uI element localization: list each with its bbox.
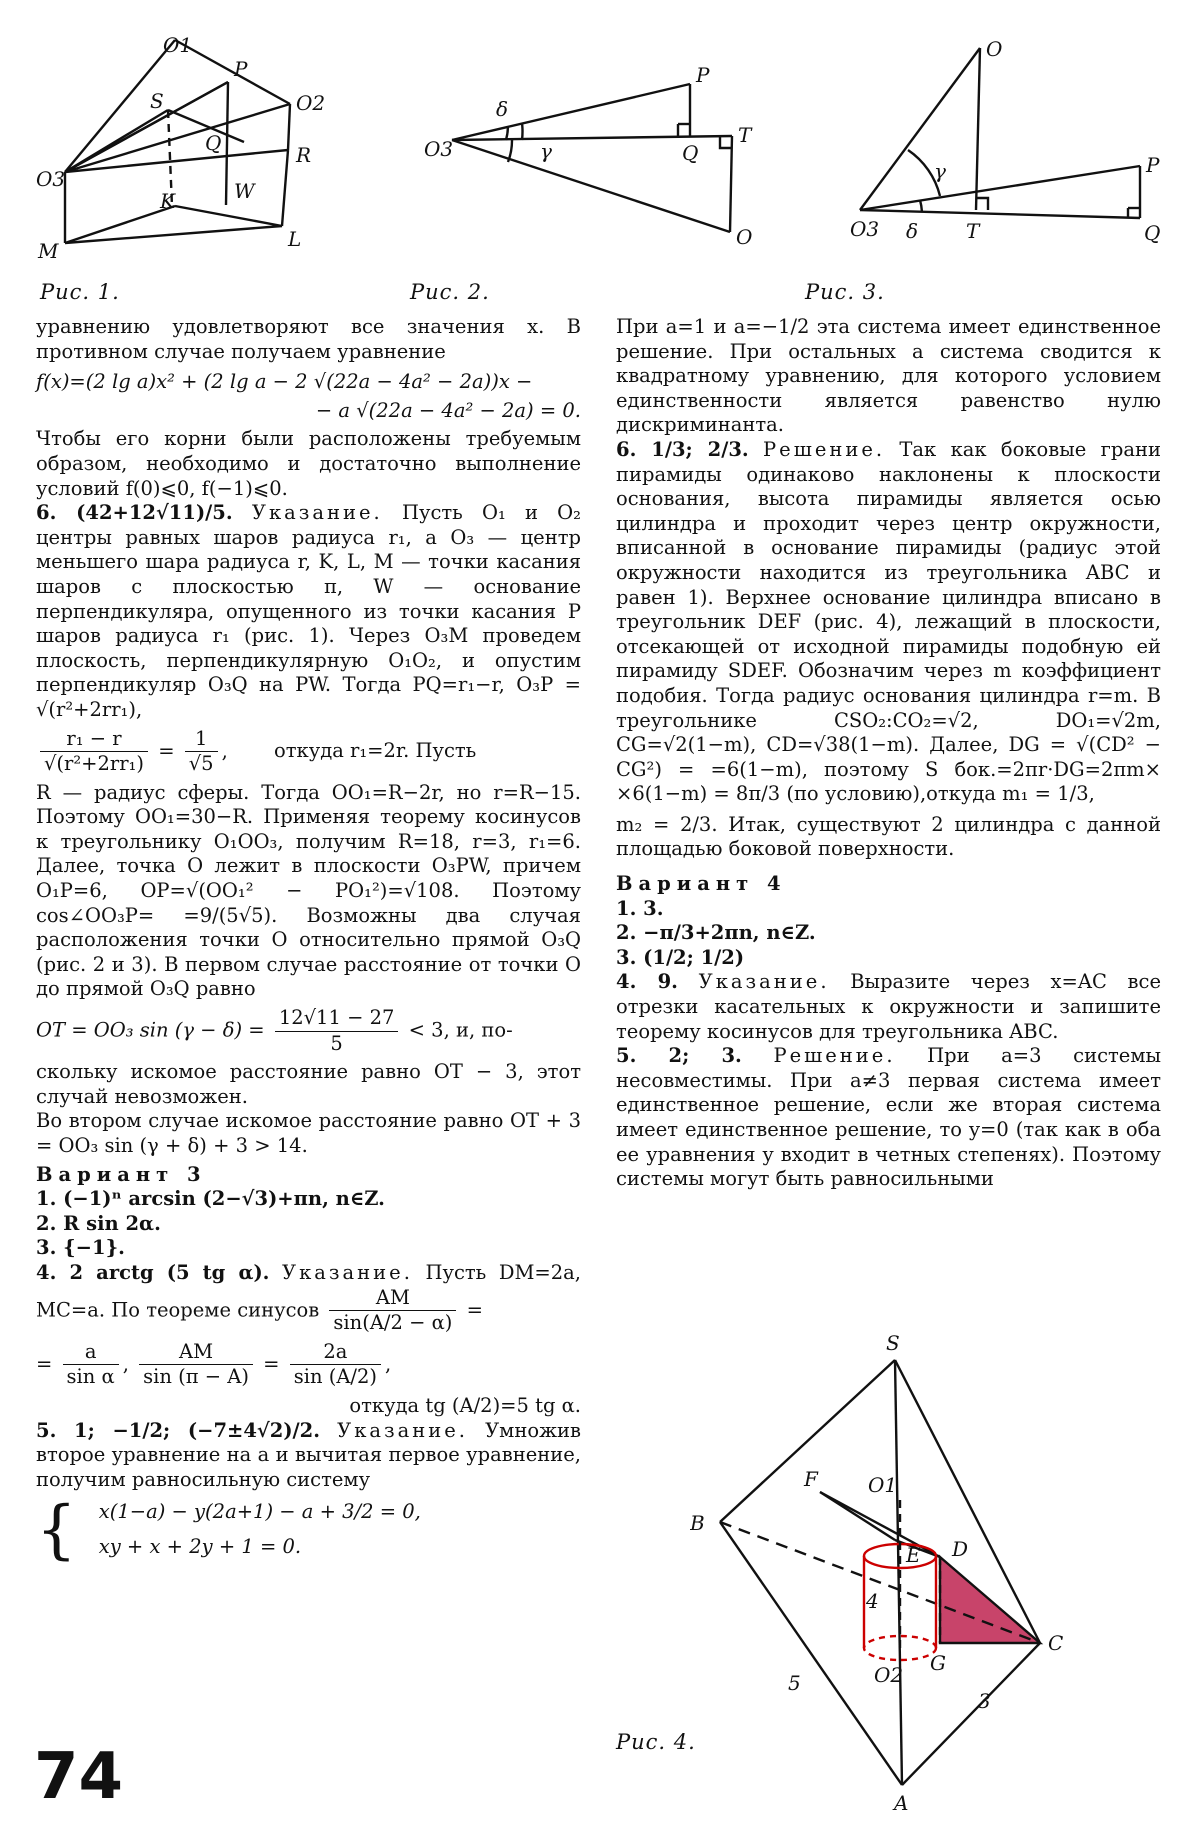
fig4-label-E: E (906, 1543, 921, 1567)
v3-answer-1: 1. (−1)ⁿ arcsin (2−√3)+πn, n∈Z. (36, 1187, 385, 1211)
fig3-label-Q: Q (1144, 221, 1161, 245)
v3-5-num: 5. 1; −1/2; (−7±4√2)/2. (36, 1418, 321, 1442)
frac-5 (63, 1340, 119, 1390)
v4-4-text: Выразите через x=AC все отрезки касательных к окружности и запишите теорему косинусов для треугольника ABC. (616, 970, 1161, 1043)
figure-4 (690, 1330, 1090, 1810)
v4-answer-1: 1. 3. (616, 896, 664, 920)
v4-4-num: 4. 9. (616, 970, 678, 994)
figure-1-caption: Рис. 1. (40, 280, 120, 304)
figure-4-caption: Рис. 4. (616, 1730, 696, 1754)
frac-2-num: 1 (185, 727, 218, 753)
frac-5-den: sin α (66, 1365, 115, 1389)
right-column (616, 315, 1161, 1192)
fig3-label-delta: δ (906, 219, 919, 243)
frac-7 (290, 1340, 381, 1390)
v4-4-hint: Указание. (698, 970, 830, 994)
v4-5-num: 5. 2; 3. (616, 1044, 742, 1068)
fig2-label-gamma: γ (540, 139, 552, 163)
frac-6-num: AM (139, 1340, 253, 1366)
system-eq-2: xy + x + 2y + 1 = 0. (98, 1534, 302, 1558)
fig4-label-D: D (952, 1537, 969, 1561)
figure-2-caption: Рис. 2. (410, 280, 490, 304)
v3-4-hint: Указание. (282, 1260, 413, 1284)
fig4-label-O1: O1 (868, 1473, 898, 1497)
left-p6g: Во втором случае искомое расстояние равно OT + 3 = OO₃ sin (γ + δ) + 3 > 14. (36, 1109, 581, 1157)
left-p6-text: Пусть O₁ и O₂ центры равных шаров радиуса r₁, а O₃ — центр меньшего шара радиуса r, K, L, M — точки касания шаров с плоскостью π, W — основание перпендикуляра, опущенного из точки касания P шаров радиуса r₁ (рис. 1). Через O₃M проведем плоскость, перпендикулярную O₁O₂, и опустим перпендикуляр O₃Q на PW. Тогда PQ=r₁−r, O₃P = √(r²+2rr₁), (36, 501, 581, 721)
v3-answer-3: 3. {−1}. (36, 1236, 125, 1260)
fig2-label-delta: δ (496, 97, 509, 121)
left-ot-line (36, 1006, 581, 1056)
figure-2 (390, 0, 770, 300)
fig3-label-P: P (1146, 153, 1160, 177)
fig3-label-O: O (986, 37, 1003, 61)
v3-answer-2: 2. R sin 2α. (36, 1211, 161, 1235)
fig1-label-M: M (38, 239, 59, 263)
figure-1 (0, 0, 340, 300)
figure-3-caption: Рис. 3. (805, 280, 885, 304)
fig4-label-C: C (1048, 1631, 1064, 1655)
v3-4-result: откуда tg (A/2)=5 tg α. (349, 1393, 581, 1417)
fig4-label-3: 3 (978, 1689, 991, 1713)
left-p6e: R — радиус сферы. Тогда OO₁=R−2r, но r=R−15. Поэтому OO₁=30−R. Применяя теорему косинусов к треугольнику O₁OO₃, получим R=18, r=3, r₁=6. Далее, точка O лежит в плоскости O₃PW, причем O₁P=6, OP=√(OO₁² − PO₁²)=√108. Поэтому cos∠OO₃P= =9/(5√5). Возможны два случая расположения точки O относительно прямой O₃Q (рис. 2 и 3). В первом случае расстояние от точки O до прямой O₃Q равно (36, 780, 581, 1001)
frac-4-den: sin(A/2 − α) (333, 1311, 453, 1335)
figure-1-lines (65, 40, 290, 243)
left-l3: − a √(22a − 4a² − 2a) = 0. (315, 398, 581, 422)
fig2-label-P: P (696, 63, 710, 87)
v4-answer-5 (616, 1044, 1161, 1192)
frac-5-num: a (63, 1340, 119, 1366)
v4-answer-4 (616, 970, 1161, 1044)
fig3-label-T: T (966, 219, 980, 243)
fig4-label-B: B (690, 1511, 705, 1535)
fig4-label-S: S (886, 1331, 900, 1355)
system-brace: { (36, 1492, 77, 1567)
frac-1-den: √(r²+2rr₁) (44, 752, 144, 776)
right-6-text: Так как боковые грани пирамиды одинаково наклонены к плоскости основания, высота пирамиды является осью цилиндра и проходит через центр окружности, вписанной в основание пирамиды (радиус этой окружности находится из треугольника ABC и равен 1). Верхнее основание цилиндра вписано в треугольник DEF (рис. 4), лежащий в плоскости, отсекающей от исходной пирамиды подобную ей пирамиду SDEF. Обозначим через m коэффициент подобия. Тогда радиус основания цилиндра r=m. В треугольнике CSO₂:CO₂=√2, DO₁=√2m, CG=√2(1−m), CD=√38(1−m). Далее, DG = √(CD² − CG²) = =6(1−m), поэтому S бок.=2πr·DG=2πm× ×6(1−m) = 8π/3 (по условию),откуда m₁ = 1/3, (616, 437, 1161, 806)
frac-3-num: 12√11 − 27 (275, 1006, 399, 1032)
v3-4-eq: = (36, 1352, 53, 1376)
variant-4-heading: Вариант 4 (616, 872, 787, 896)
frac-4-num: AM (329, 1286, 456, 1312)
fig1-label-S: S (150, 89, 164, 113)
variant-3-heading: Вариант 3 (36, 1162, 207, 1186)
left-p6-frac-line: $\frac{\text{r₁ − r}}{\text{√(r²+2rr₁)}}$ = $\frac{1}{√5}$ , откуда r₁=2r. Пусть (36, 727, 581, 777)
v4-5-text: При a=3 системы несовместимы. При a≠3 первая система имеет единственное решение, если же вторая система имеет единственное решение, то y=0 (так как в оба ее уравнения y входит в четных степенях). Поэтому системы могут быть равносильными (616, 1044, 1162, 1191)
left-p6-after: откуда r₁=2r. Пусть (274, 739, 477, 763)
right-r1: При a=1 и a=−1/2 эта система имеет единственное решение. При остальных a система сводится к квадратному уравнению, для которого условием единственности является равенство нулю дискриминанта. (616, 315, 1161, 437)
frac-1-num: r₁ − r (40, 727, 148, 753)
fig1-label-R: R (296, 143, 312, 167)
v4-5-solution: Решение. (773, 1044, 896, 1068)
fig4-label-5: 5 (788, 1671, 801, 1695)
fig4-label-A: A (894, 1791, 909, 1810)
fig1-label-Q: Q (205, 131, 222, 155)
left-ot-end: < 3, и, по- (408, 1018, 513, 1042)
v4-answer-3: 3. (1/2; 1/2) (616, 945, 745, 969)
fig3-label-gamma: γ (934, 159, 946, 183)
fig4-label-O2: O2 (874, 1663, 904, 1687)
fig3-label-O3: O3 (850, 217, 880, 241)
v3-5-text: Умножив второе уравнение на a и вычитая первое уравнение, получим равносильную систему (36, 1418, 582, 1491)
page-number: 74 (34, 1740, 124, 1814)
system-of-equations (36, 1492, 581, 1567)
frac-1 (40, 727, 148, 777)
figure-3-lines (860, 48, 1140, 218)
right-p6 (616, 438, 1161, 807)
left-p6-num: 6. (42+12√11)/5. (36, 501, 233, 525)
fig2-label-O3: O3 (424, 137, 454, 161)
fig2-label-Q: Q (682, 141, 699, 165)
fig2-label-T: T (738, 123, 752, 147)
v3-5-hint: Указание. (337, 1418, 469, 1442)
left-p6f: скольку искомое расстояние равно OT − 3, этот случай невозможен. (36, 1060, 581, 1108)
fig1-label-K: K (160, 189, 175, 213)
fig4-label-4: 4 (866, 1589, 879, 1613)
frac-2-den: √5 (188, 752, 214, 776)
left-ot-start: OT = OO₃ sin (γ − δ) = (36, 1018, 265, 1042)
frac-4 (329, 1286, 456, 1336)
v3-answer-5 (36, 1419, 581, 1493)
v4-answer-2: 2. −π/3+2πn, n∈Z. (616, 921, 816, 945)
fig1-label-O2: O2 (296, 91, 326, 115)
frac-3-den: 5 (330, 1031, 343, 1055)
figure-3 (830, 0, 1200, 300)
right-6-num: 6. 1/3; 2/3. (616, 437, 749, 461)
figure-4-lines (720, 1360, 1040, 1785)
frac-6 (139, 1340, 253, 1390)
left-l4: Чтобы его корни были расположены требуемым образом, необходимо и достаточно выполнение условий f(0)⩽0, f(−1)⩽0. (36, 427, 581, 500)
v3-answer-4: 4. 2 arctg (5 tg α). Указание. Пусть DM=2a, MC=a. По теореме синусов $\frac{AM}{\sin(A/2 - \alpha)}$ = (36, 1260, 581, 1335)
fig1-label-O1: O1 (163, 33, 193, 57)
frac-6-den: sin (π − A) (143, 1365, 249, 1389)
left-column (36, 315, 582, 1567)
v3-4-num: 4. 2 arctg (5 tg α). (36, 1260, 270, 1284)
frac-7-den: sin (A/2) (293, 1365, 378, 1389)
fig4-label-F: F (804, 1467, 818, 1491)
fig2-label-O: O (736, 225, 753, 249)
fig1-label-P: P (234, 57, 248, 81)
system-eq-1: x(1−a) − y(2a+1) − a + 3/2 = 0, (98, 1500, 421, 1524)
fig4-label-G: G (930, 1651, 946, 1675)
left-l1: уравнению удовлетворяют все значения x. В противном случае получаем уравнение (36, 315, 581, 363)
left-p6-hint: Указание. (251, 501, 383, 525)
frac-2 (185, 727, 218, 777)
left-p6 (36, 501, 581, 722)
v3-4-eq-line: = $\frac{a}{\text{sin α}}$ , $\frac{AM}{\sin (\pi - A)}$ = $\frac{2a}{\sin (A/2)}$ , (36, 1339, 392, 1389)
right-6-end: m₂ = 2/3. Итак, существуют 2 цилиндра с данной площадью боковой поверхности. (616, 812, 1161, 861)
fig1-label-W: W (234, 179, 255, 203)
frac-3 (275, 1006, 399, 1056)
right-6-solution: Решение. (763, 437, 886, 461)
fig1-label-L: L (288, 227, 302, 251)
frac-7-num: 2a (290, 1340, 381, 1366)
v3-4-text: Пусть DM=2a, MC=a. По теореме синусов (36, 1260, 581, 1322)
left-l2: f(x)=(2 lg a)x² + (2 lg a − 2 √(22a − 4a² − 2a))x − (36, 370, 533, 394)
fig1-label-O3: O3 (36, 167, 66, 191)
